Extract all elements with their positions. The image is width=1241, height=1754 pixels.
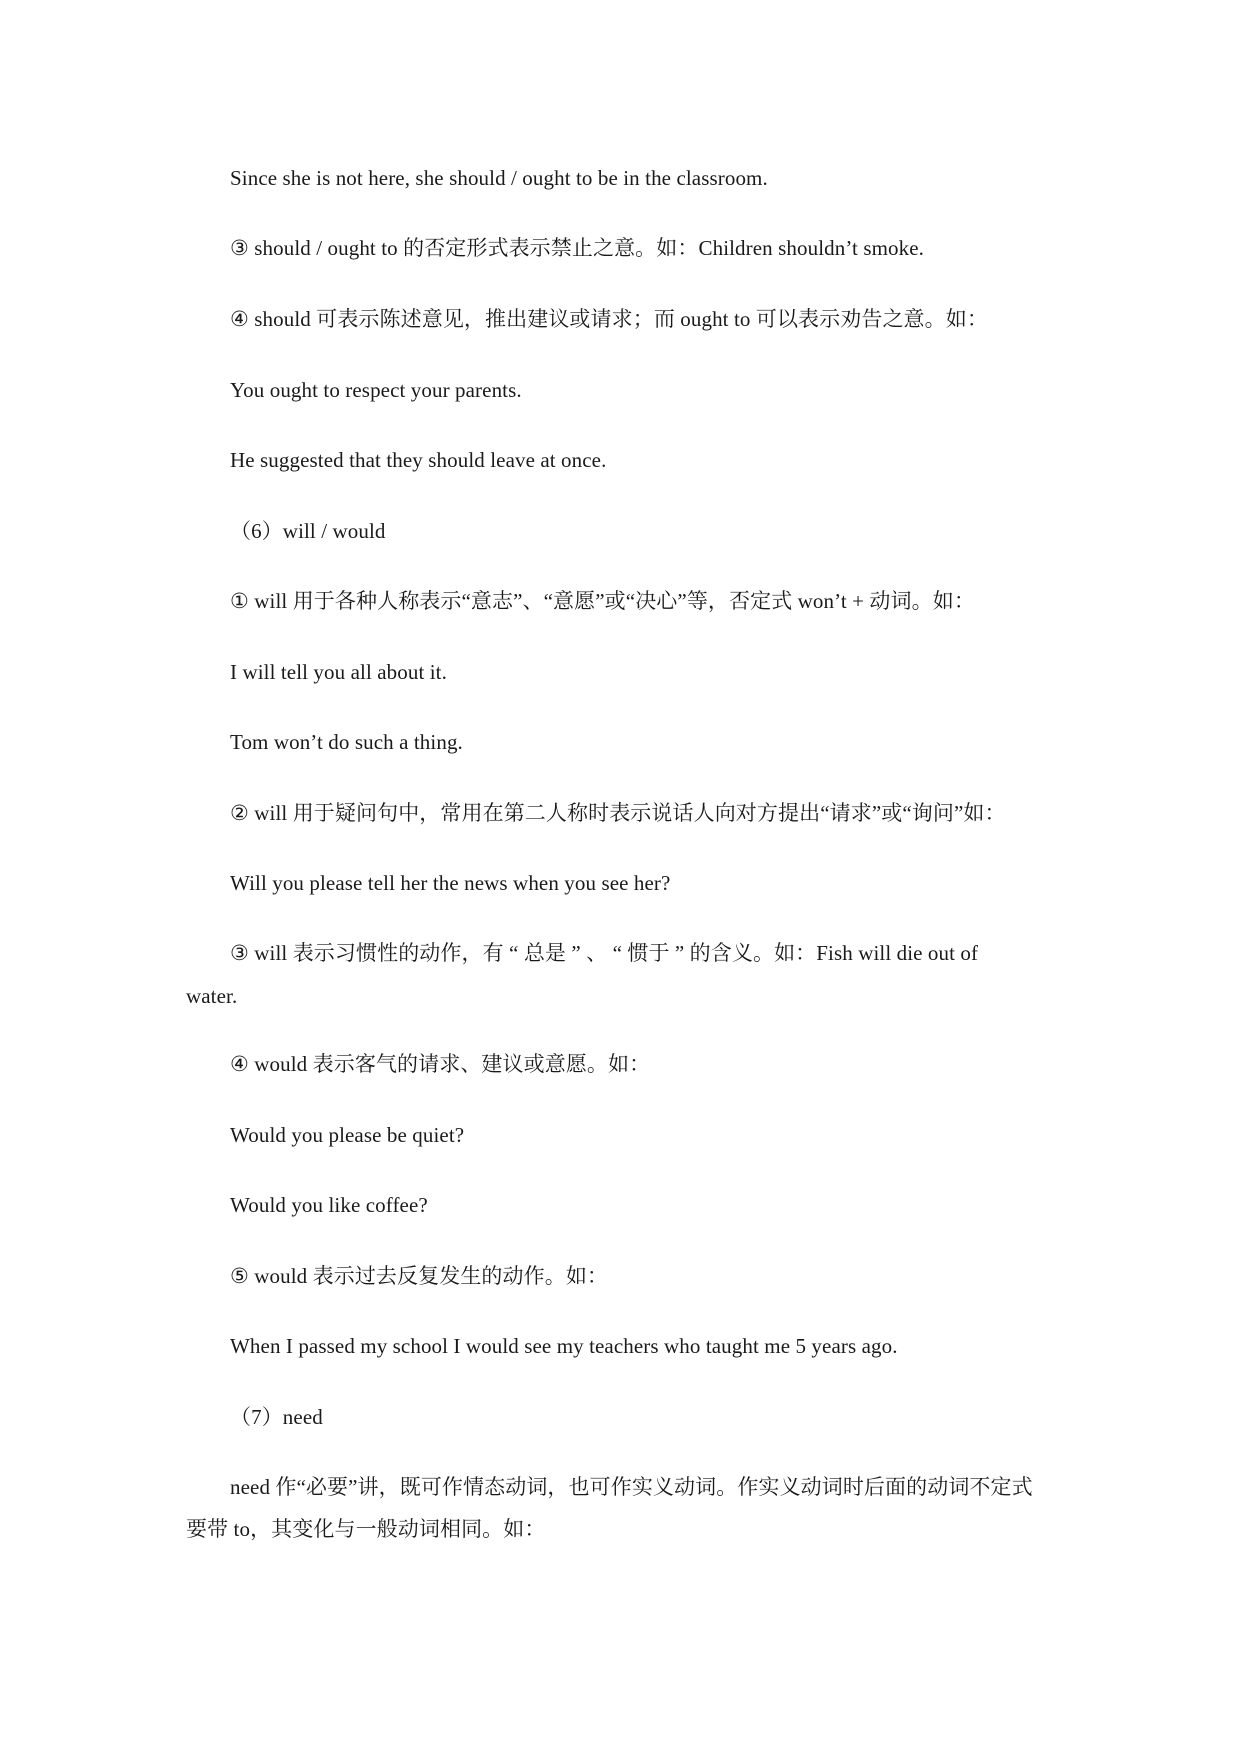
rule-item: ③ should / ought to 的否定形式表示禁止之意。如：Children shouldn’t smoke. bbox=[230, 236, 925, 260]
example-sentence: Will you please tell her the news when you see her? bbox=[230, 871, 671, 895]
example-sentence: Would you please be quiet? bbox=[230, 1123, 465, 1147]
section-heading: （6）will / would bbox=[230, 519, 386, 543]
rule-item: ① will 用于各种人称表示“意志”、“意愿”或“决心”等，否定式 won’t + 动词。如： bbox=[230, 589, 975, 613]
paragraph-text-continuation: 要带 to，其变化与一般动词相同。如： bbox=[186, 1517, 546, 1541]
paragraph-text: need 作“必要”讲，既可作情态动词，也可作实义动词。作实义动词时后面的动词不定式 bbox=[230, 1475, 1033, 1499]
section-heading: （7）need bbox=[230, 1405, 323, 1429]
rule-item: ④ should 可表示陈述意见，推出建议或请求；而 ought to 可以表示劝告之意。如： bbox=[230, 307, 988, 331]
rule-item: ⑤ would 表示过去反复发生的动作。如： bbox=[230, 1264, 609, 1288]
rule-item: ② will 用于疑问句中，常用在第二人称时表示说话人向对方提出“请求”或“询问”如： bbox=[230, 801, 1006, 825]
example-sentence: Tom won’t do such a thing. bbox=[230, 730, 463, 754]
rule-item: ③ will 表示习惯性的动作，有 “ 总是 ” 、 “ 惯于 ” 的含义。如：Fish will die out of bbox=[230, 941, 979, 965]
example-sentence: Since she is not here, she should / ought to be in the classroom. bbox=[230, 166, 768, 190]
example-sentence: I will tell you all about it. bbox=[230, 660, 447, 684]
rule-item: ④ would 表示客气的请求、建议或意愿。如： bbox=[230, 1052, 651, 1076]
example-sentence: He suggested that they should leave at once. bbox=[230, 448, 607, 472]
example-sentence: You ought to respect your parents. bbox=[230, 378, 522, 402]
example-sentence: When I passed my school I would see my teachers who taught me 5 years ago. bbox=[230, 1334, 898, 1358]
example-sentence: Would you like coffee? bbox=[230, 1193, 428, 1217]
rule-item-continuation: water. bbox=[186, 984, 238, 1008]
